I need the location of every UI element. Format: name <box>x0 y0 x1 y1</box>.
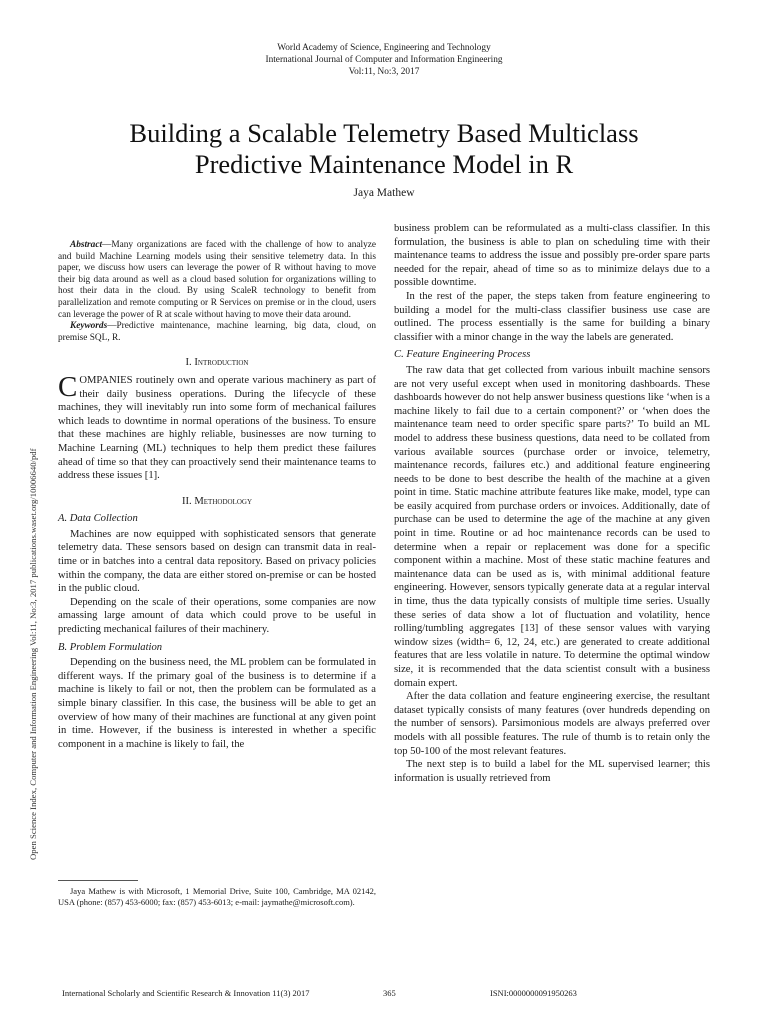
drop-cap: C <box>58 370 78 403</box>
abstract <box>58 240 376 321</box>
left-column <box>58 240 376 751</box>
subsection-problem-formulation: B. Problem Formulation <box>58 641 163 653</box>
paragraph: The next step is to build a label for the ML supervised learner; this information is usually retrieved from <box>394 759 710 784</box>
keywords-text: —Predictive maintenance, machine learning, big data, cloud, on premise SQL, R. <box>58 321 376 343</box>
paper-title <box>40 118 728 180</box>
header-line-2: International Journal of Computer and Information Engineering <box>265 55 503 65</box>
intro-paragraph: COMPANIES routinely own and operate various machinery as part of their daily business operations. During the lifecycle of these machines, they will inevitably run into some form of mechanical failures which leads to downtime in normal operations of the business. To ensure that these machines are highly reliable, businesses are now turning to Machine Learning (ML) techniques to help them predict these failures ahead of time so that they can proactively send their maintenance teams to address these issues [1]. <box>58 370 376 482</box>
paragraph: business problem can be reformulated as a multi-class classifier. In this formulation, the business is able to plan on scheduling time with their maintenance teams to address the issue and possibly pre-order spare parts needed for the repair, ahead of time so as to minimize delays due to a possible downtime. <box>394 223 710 289</box>
paragraph: After the data collation and feature engineering exercise, the resultant dataset typically consists of many features (over hundreds depending on the number of sensors). Parsimonious models are always preferred over models with all possible features. The rule of thumb is to retain only the top 50-100 of the most relevant features. <box>394 691 710 757</box>
paragraph: The raw data that get collected from various inbuilt machine sensors are not very useful except when used in monitoring dashboards. These dashboards however do not help answer business questions like ‘when is a machine likely to fail due to a certain component?’ or ‘when does the maintenance team need to order specific spare parts?’ To build an ML model to address these business questions, data need to be collated from various available sources (purchase order or invoice, telemetry, maintenance records, failures etc.) and additional feature engineering needs to be done to best describe the health of the machine at a given point in time. Static machine attribute features like make, model, type can be easily acquired from purchase orders or invoices. Additionally, date of purchase can be used to determine the age of the machine at any given point in time. Routine or ad hoc maintenance records can be used to determine when a repair or replacement was done for a specific component within a machine. Most of these static machine features and maintenance data can be used as is, with minimal additional feature engineering. However, sensors typically generate data at a regular interval in time, thus the data typically consists of multiple time series. Usually these series of data show a lot of fluctuation and volatility, hence rolling/tumbling aggregates [13] of these sensor values with varying window sizes (width= 6, 12, 24, etc.) are generated to create additional features that are less volatile in nature. To determine the optimal window size, it is recommended that the data scientist consult with a business domain expert. <box>394 364 710 689</box>
title-line-2: Predictive Maintenance Model in R <box>194 149 574 179</box>
paragraph: Depending on the business need, the ML problem can be formulated in different ways. If the primary goal of the business is to determine if a machine is likely to fail or not, then the problem can be formulated as a simple binary classifier. In this case, the business will be able to get an overview of how many of their machines are functional at any given point in time. However, if the business is interested in whether a specific component in a machine is likely to fail, the <box>58 657 376 750</box>
subsection-data-collection: A. Data Collection <box>58 513 138 525</box>
subsection-feature-engineering: C. Feature Engineering Process <box>394 349 531 361</box>
author-name: Jaya Mathew <box>353 187 415 199</box>
section-heading-introduction: I. Introduction <box>185 357 249 369</box>
keywords <box>58 321 376 344</box>
title-line-1: Building a Scalable Telemetry Based Multiclass <box>129 118 639 148</box>
side-margin-citation: Open Science Index, Computer and Information Engineering Vol:11, No:3, 2017 publications.waset.org/10006640/pdf <box>28 448 38 860</box>
footnote-divider <box>58 880 138 881</box>
page-number: 365 <box>383 988 396 998</box>
footer-isni: ISNI:0000000091950263 <box>490 988 577 998</box>
keywords-label: Keywords <box>70 321 108 332</box>
section-heading-methodology: II. Methodology <box>182 495 252 507</box>
journal-header <box>0 42 768 78</box>
abstract-label: Abstract <box>70 240 103 250</box>
right-column <box>394 222 710 785</box>
header-line-3: Vol:11, No:3, 2017 <box>348 67 420 77</box>
paragraph: In the rest of the paper, the steps taken from feature engineering to building a model for the multi-class classifier business use case are outlined. The process essentially is the same for building a binary classifier with a minor change in the way the labels are generated. <box>394 290 710 343</box>
header-line-1: World Academy of Science, Engineering and Technology <box>277 43 491 53</box>
abstract-text: —Many organizations are faced with the challenge of how to analyze and build Machine Learning models using their sensitive telemetry data. In this paper, we discuss how users can leverage the power of R without having to move their big data around as well as a cloud based solution for organizations willing to host their data in the cloud. By using ScaleR technology to benefit from parallelization and remote computing or R Services on premise or in the cloud, users can leverage the power of R at scale without having to move their data around. <box>58 240 376 320</box>
paragraph: Depending on the scale of their operations, some companies are now amassing large amount of data which could prove to be useful in predicting mechanical failures of their machinery. <box>58 596 376 636</box>
paragraph: Machines are now equipped with sophisticated sensors that generate telemetry data. These sensors based on design can transmit data in real-time or in batches into a central data repository. Based on privacy policies within the company, the data are either stored on-premise or can be hosted in the public cloud. <box>58 528 376 595</box>
footer-journal: International Scholarly and Scientific Research & Innovation 11(3) 2017 <box>62 988 310 998</box>
author-footnote: Jaya Mathew is with Microsoft, 1 Memorial Drive, Suite 100, Cambridge, MA 02142, USA (phone: (857) 453-6000; fax: (857) 453-6013; e-mail: jaymathe@microsoft.com). <box>58 886 376 907</box>
